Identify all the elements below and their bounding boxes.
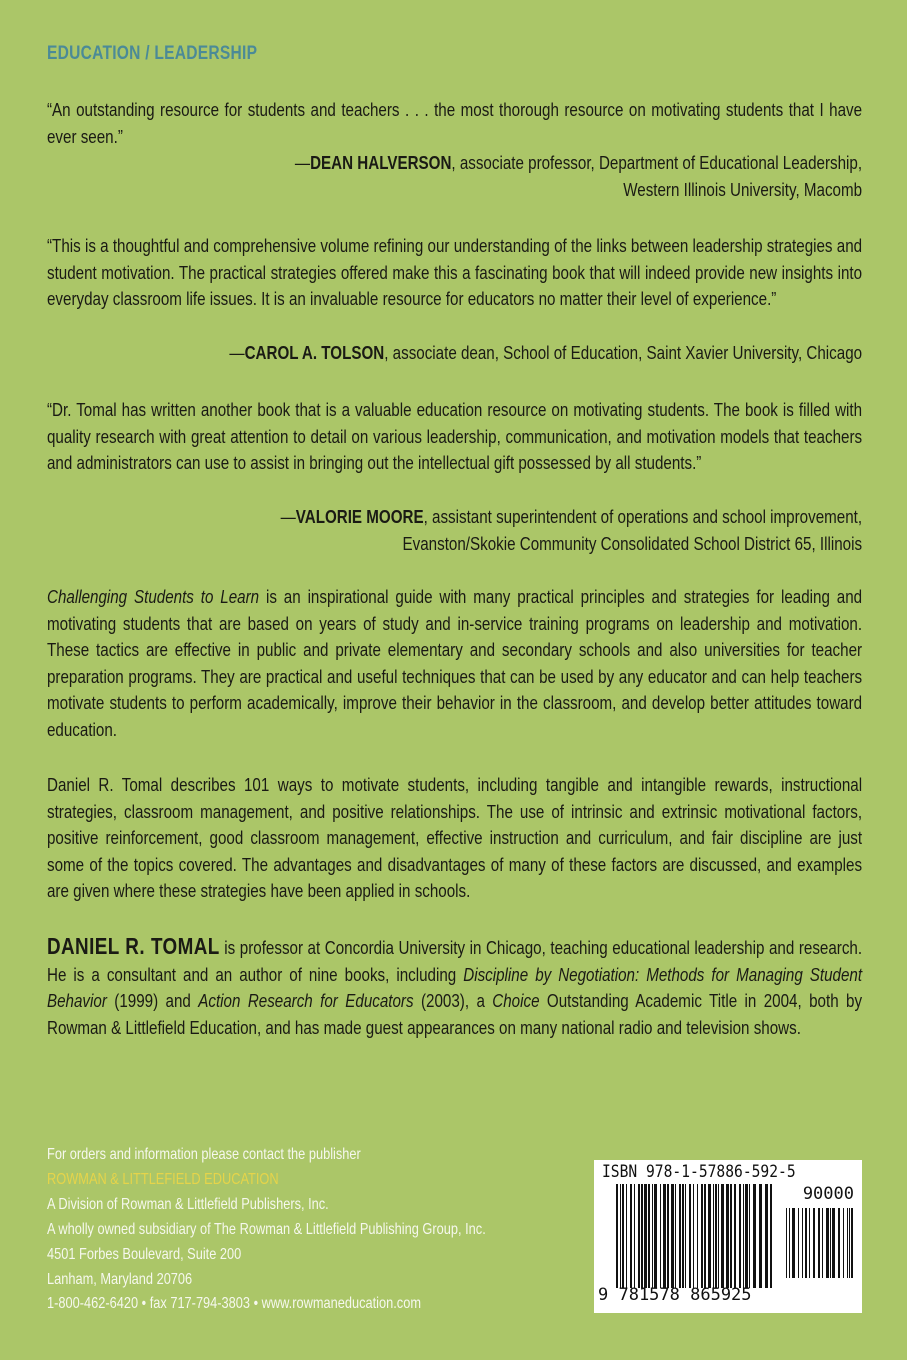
dash: —	[280, 506, 296, 527]
barcode-bar	[715, 1184, 717, 1288]
barcode-bar	[671, 1184, 674, 1288]
addon-bar	[809, 1208, 810, 1278]
barcode-bar	[638, 1184, 640, 1288]
author-title: , associate dean, School of Education, Saint Xavier University, Chicago	[384, 342, 863, 363]
author-title: , assistant superintendent of operations and school improvement,	[423, 506, 863, 527]
category-label: EDUCATION / LEADERSHIP	[47, 43, 258, 64]
paragraph-text: is an inspirational guide with many practical principles and strategies for leading and motivating students that are based on years of study and in-service training programs on leadership and motivation. These tactics are effective in public and private elementary and secondary schools and also universities for teacher preparation programs. They are practical and useful techniques that can be used by any educator and can help teachers motivate students to perform academically, improve their behavior in the classroom, and develop better attitudes toward education.	[47, 586, 863, 740]
barcode-bar	[770, 1184, 772, 1288]
addon-bar	[818, 1208, 820, 1278]
quote-2: “This is a thoughtful and comprehensive volume refining our understanding of the links between leadership strategies and student motivation. The practical strategies offered make this a fascinating book that will indeed provide new insights into everyday classroom life issues. It is an invaluable resource for educators no matter their level of experience.”	[47, 235, 863, 310]
barcode-bar	[641, 1184, 643, 1288]
publisher-address-line-2: Lanham, Maryland 20706	[47, 1270, 193, 1288]
addon-bar	[813, 1208, 815, 1278]
bio-text: (2003), a	[413, 990, 493, 1012]
book-title: Action Research for Educators	[198, 990, 414, 1012]
addon-bar	[802, 1208, 803, 1278]
bio-text: is professor at Concordia University in Chicago, teaching educational leadership and research. He is a consultant and an author of nine books, including	[47, 937, 863, 985]
publisher-intro: For orders and information please contact the publisher	[47, 1146, 361, 1163]
publisher-contact: 1-800-462-6420 • fax 717-794-3803 • www.rowmaneducation.com	[47, 1295, 421, 1313]
barcode-bar	[654, 1184, 657, 1288]
barcode-bar	[644, 1184, 647, 1288]
barcode-bar	[704, 1184, 706, 1288]
addon-bar	[805, 1208, 807, 1278]
barcode-bar	[648, 1184, 650, 1288]
barcode-bar	[718, 1184, 719, 1288]
quote-author: VALORIE MOORE	[295, 506, 424, 527]
barcode-bar	[689, 1184, 691, 1288]
isbn-number: ISBN 978-1-57886-592-5	[602, 1162, 796, 1182]
barcode-digits: 9 781578 865925	[598, 1285, 752, 1305]
quote-2-attribution	[47, 340, 862, 367]
barcode-bar	[679, 1184, 681, 1288]
barcode-bar	[622, 1184, 624, 1288]
award-name: Choice	[492, 990, 540, 1012]
author-title: , associate professor, Department of Educational Leadership,	[451, 152, 863, 173]
barcode-bar	[634, 1184, 635, 1288]
barcode-bar	[663, 1184, 666, 1288]
addon-bar	[847, 1208, 848, 1278]
barcode-bar	[765, 1184, 768, 1288]
barcode-bar	[749, 1184, 750, 1288]
barcode-bar	[630, 1184, 632, 1288]
barcode-bar	[620, 1184, 621, 1288]
quote-1: “An outstanding resource for students and teachers . . . the most thorough resource on motivating students that I have ever seen.”	[47, 99, 863, 147]
barcode-bar	[734, 1184, 736, 1288]
barcode-bar	[713, 1184, 714, 1288]
barcode-bar	[726, 1184, 729, 1288]
author-name: DANIEL R. TOMAL	[47, 933, 220, 959]
addon-bar	[822, 1208, 823, 1278]
barcode-bar	[739, 1184, 741, 1288]
book-title: Discipline by Negotiation: Methods for Managing Student Behavior	[47, 963, 863, 1012]
description-paragraph-2: Daniel R. Tomal describes 101 ways to motivate students, including tangible and intangible rewards, instructional strategies, classroom management, and positive relationships. The use of intrinsic and extrinsic motivational factors, positive reinforcement, good classroom management, effective instruction and curriculum, and fair discipline are just some of the topics covered. The advantages and disadvantages of many of these factors are discussed, and examples are given where these strategies have been applied in schools.	[47, 774, 863, 902]
publisher-address-line-1: 4501 Forbes Boulevard, Suite 200	[47, 1245, 242, 1263]
quote-author: DEAN HALVERSON	[310, 152, 452, 173]
quote-3-attribution	[47, 504, 862, 557]
addon-bar	[798, 1208, 799, 1278]
author-affiliation: Western Illinois University, Macomb	[623, 178, 863, 200]
barcode-bar	[743, 1184, 744, 1288]
dash: —	[294, 152, 311, 173]
barcode-addon-number: 90000	[802, 1184, 854, 1204]
author-affiliation: Evanston/Skokie Community Consolidated School District 65, Illinois	[402, 532, 863, 554]
barcode-bar	[693, 1184, 694, 1288]
addon-bar	[786, 1208, 787, 1278]
barcode-bar	[685, 1184, 686, 1288]
addon-bar	[830, 1208, 831, 1278]
dash: —	[229, 342, 245, 363]
quote-1-attribution	[47, 150, 862, 203]
publisher-info	[47, 1143, 639, 1317]
barcode-bar	[626, 1184, 627, 1288]
addon-bar	[851, 1208, 853, 1278]
description-paragraph-1	[47, 584, 862, 744]
barcode-bar	[759, 1184, 762, 1288]
addon-bar	[843, 1208, 844, 1278]
barcode-bar	[721, 1184, 724, 1288]
quote-author: CAROL A. TOLSON	[244, 342, 385, 363]
barcode-bar	[701, 1184, 703, 1288]
publisher-division: A Division of Rowman & Littlefield Publishers, Inc.	[47, 1195, 329, 1213]
barcode-bar	[682, 1184, 684, 1288]
addon-bar	[792, 1208, 795, 1278]
barcode-bar	[660, 1184, 661, 1288]
addon-bar	[832, 1208, 835, 1278]
barcode-bar	[745, 1184, 748, 1288]
isbn-barcode	[594, 1160, 862, 1313]
barcode-bar	[616, 1184, 618, 1288]
barcode-bar	[667, 1184, 669, 1288]
addon-bar	[849, 1208, 850, 1278]
barcode-bar	[697, 1184, 698, 1288]
addon-bar	[838, 1208, 840, 1278]
author-bio	[47, 933, 862, 1041]
quote-3: “Dr. Tomal has written another book that is a valuable education resource on motivating students. The book is filled with quality research with great attention to detail on various leadership, communication, and motivation models that teachers and administrators can use to assist in bringing out the intellectual gift possessed by all students.”	[47, 399, 863, 474]
bio-text: (1999) and	[106, 990, 199, 1012]
addon-bar	[826, 1208, 829, 1278]
barcode-bar	[708, 1184, 711, 1288]
publisher-subsidiary: A wholly owned subsidiary of The Rowman & Littlefield Publishing Group, Inc.	[47, 1220, 486, 1238]
publisher-name: ROWMAN & LITTLEFIELD EDUCATION	[47, 1170, 279, 1188]
barcode-bar	[675, 1184, 676, 1288]
barcode-bar	[753, 1184, 756, 1288]
barcode-bar	[652, 1184, 653, 1288]
addon-bar	[789, 1208, 790, 1278]
book-title: Challenging Students to Learn	[47, 586, 260, 607]
bio-text: Outstanding Academic Title in 2004, both by Rowman & Littlefield Education, and has made guest appearances on many national radio and television shows.	[47, 990, 863, 1038]
barcode-bar	[730, 1184, 732, 1288]
